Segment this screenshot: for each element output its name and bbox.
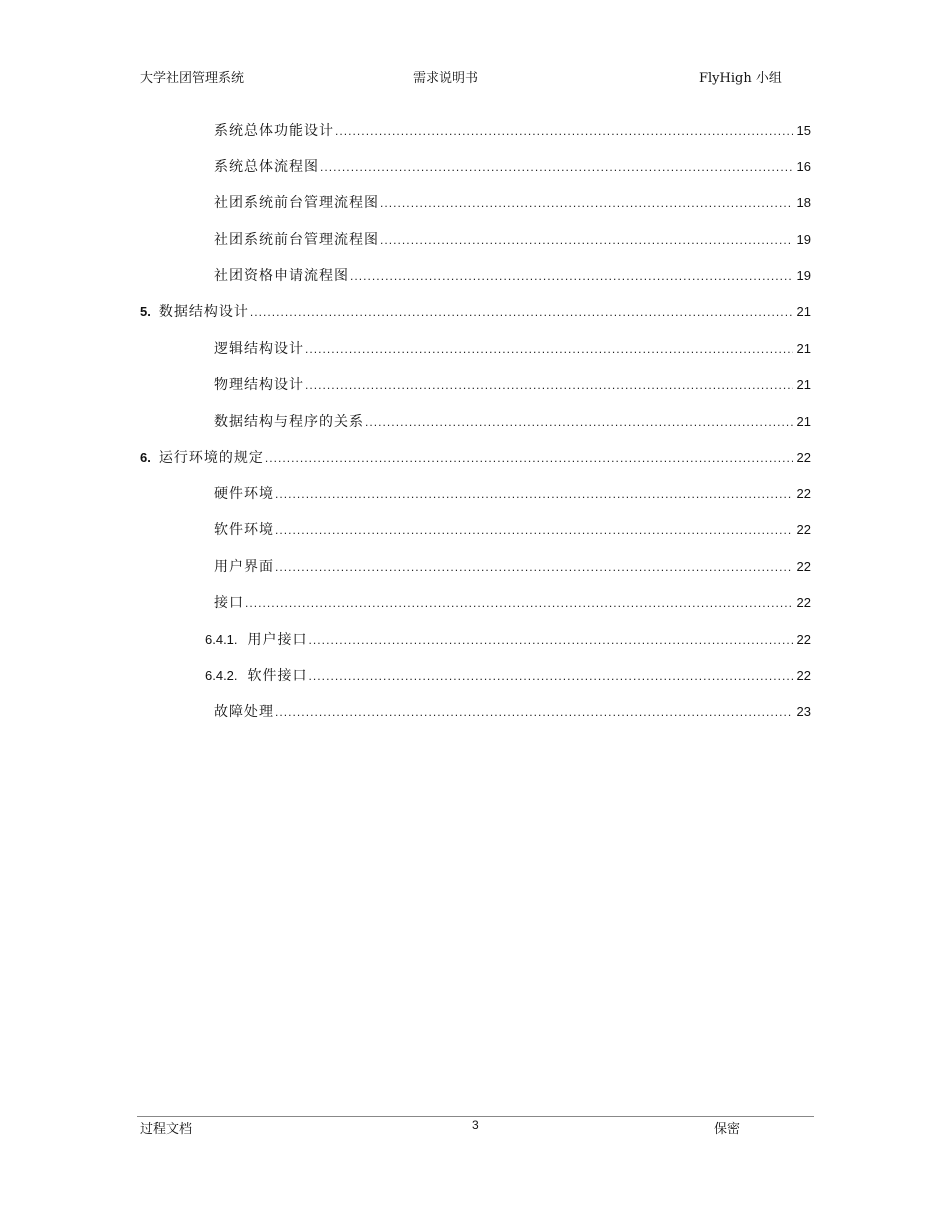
header-team-name: FlyHigh 小组 (699, 71, 782, 86)
toc-dot-leader (305, 375, 793, 395)
toc-entry-chapter[interactable] (140, 302, 811, 322)
toc-dot-leader (350, 266, 793, 286)
toc-entry-page: 22 (796, 450, 811, 465)
toc-entry[interactable] (214, 593, 811, 613)
footer-confidentiality: 保密 (714, 1122, 741, 1137)
toc-dot-leader (275, 557, 793, 577)
toc-entry[interactable] (214, 375, 811, 395)
footer-divider (137, 1116, 814, 1117)
toc-dot-leader (309, 666, 793, 686)
toc-entry-page: 19 (796, 232, 811, 247)
toc-entry-chapter[interactable] (140, 448, 811, 468)
toc-entry-page: 22 (796, 632, 811, 647)
toc-entry[interactable] (214, 702, 811, 722)
toc-entry-page: 23 (796, 704, 811, 719)
toc-entry-page: 21 (796, 414, 811, 429)
header-document-type: 需求说明书 (413, 71, 479, 86)
toc-entry[interactable] (214, 520, 811, 540)
toc-entry-title: 系统总体功能设计 (214, 123, 334, 139)
toc-entry-page: 15 (796, 123, 811, 138)
toc-entry-title: 故障处理 (214, 704, 274, 720)
toc-entry-page: 21 (796, 377, 811, 392)
toc-entry[interactable] (214, 484, 811, 504)
toc-entry[interactable] (214, 266, 811, 286)
toc-entry-number: 6.4.2. (205, 668, 238, 683)
toc-entry-page: 22 (796, 522, 811, 537)
toc-entry-title: 社团资格申请流程图 (214, 268, 349, 284)
toc-entry-title: 用户接口 (247, 632, 308, 648)
toc-entry-title: 系统总体流程图 (214, 159, 319, 175)
toc-entry-number: 6.4.1. (205, 632, 238, 647)
toc-entry[interactable] (214, 339, 811, 359)
toc-entry[interactable] (214, 230, 811, 250)
toc-entry[interactable] (205, 666, 811, 686)
toc-entry-title: 社团系统前台管理流程图 (214, 195, 379, 211)
toc-entry-page: 21 (796, 341, 811, 356)
footer-page-number: 3 (472, 1118, 479, 1132)
toc-entry-title: 社团系统前台管理流程图 (214, 232, 379, 248)
toc-entry-page: 22 (796, 486, 811, 501)
toc-entry-number: 5. (140, 304, 151, 319)
toc-dot-leader (365, 412, 793, 432)
toc-entry-page: 16 (796, 159, 811, 174)
toc-entry-page: 18 (796, 195, 811, 210)
toc-dot-leader (380, 230, 793, 250)
footer-document-class: 过程文档 (140, 1122, 193, 1137)
toc-dot-leader (275, 702, 793, 722)
toc-entry-title: 硬件环境 (214, 486, 274, 502)
toc-dot-leader (265, 448, 793, 468)
toc-entry-number: 6. (140, 450, 151, 465)
toc-entry-page: 19 (796, 268, 811, 283)
toc-entry-page: 21 (796, 304, 811, 319)
toc-entry-page: 22 (796, 595, 811, 610)
toc-dot-leader (320, 157, 793, 177)
toc-entry[interactable] (214, 412, 811, 432)
toc-entry[interactable] (214, 193, 811, 213)
toc-dot-leader (309, 630, 793, 650)
toc-entry-title: 软件环境 (214, 522, 274, 538)
toc-entry-title: 接口 (214, 595, 244, 611)
toc-entry-page: 22 (796, 668, 811, 683)
toc-entry-title: 软件接口 (247, 668, 308, 684)
toc-dot-leader (305, 339, 793, 359)
header-document-title: 大学社团管理系统 (140, 71, 245, 86)
toc-entry[interactable] (214, 557, 811, 577)
toc-entry-title: 逻辑结构设计 (214, 341, 304, 357)
toc-dot-leader (335, 121, 793, 141)
toc-dot-leader (380, 193, 793, 213)
toc-entry[interactable] (205, 630, 811, 650)
toc-entry-title: 用户界面 (214, 559, 274, 575)
toc-entry-title: 物理结构设计 (214, 377, 304, 393)
toc-entry-title: 数据结构设计 (158, 304, 249, 320)
toc-dot-leader (275, 520, 793, 540)
toc-entry-title: 运行环境的规定 (158, 450, 264, 466)
toc-entry[interactable] (214, 157, 811, 177)
toc-dot-leader (250, 302, 793, 322)
toc-entry-page: 22 (796, 559, 811, 574)
toc-dot-leader (275, 484, 793, 504)
toc-entry-title: 数据结构与程序的关系 (214, 414, 364, 430)
toc-dot-leader (245, 593, 793, 613)
toc-entry[interactable] (214, 121, 811, 141)
